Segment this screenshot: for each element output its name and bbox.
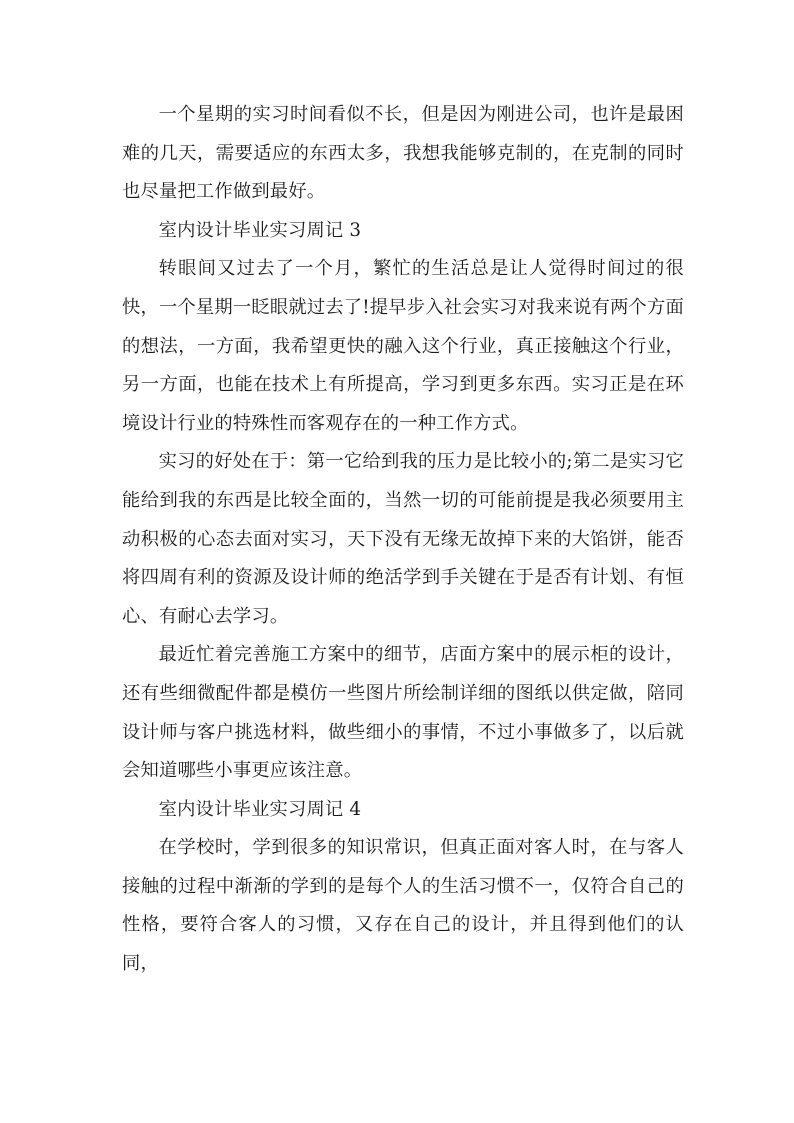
section-heading-week-3: 室内设计毕业实习周记 3 bbox=[158, 219, 362, 241]
paragraph-2: 转眼间又过去了一个月，繁忙的生活总是让人觉得时间过的很快，一个星期一眨眼就过去了!提早步入社会实习对我来说有两个方面的想法，一方面，我希望更快的融入这个行业，真正接触这个行业，另一方面，也能在技术上有所提高，学习到更多东西。实习正是在环境设计行业的特殊性而客观存在的一种工作方式。 bbox=[122, 258, 684, 434]
paragraph-1: 一个星期的实习时间看似不长，但是因为刚进公司，也许是最困难的几天，需要适应的东西太多，我想我能够克制的，在克制的同时也尽量把工作做到最好。 bbox=[122, 104, 684, 203]
document-page bbox=[122, 96, 684, 984]
paragraph-4: 最近忙着完善施工方案中的细节，店面方案中的展示柜的设计，还有些细微配件都是模仿一些图片所绘制详细的图纸以供定做，陪同设计师与客户挑选材料，做些细小的事情，不过小事做多了，以后就会知道哪些小事更应该注意。 bbox=[122, 644, 684, 782]
section-heading-week-4: 室内设计毕业实习周记 4 bbox=[158, 798, 362, 820]
paragraph-3: 实习的好处在于：第一它给到我的压力是比较小的;第二是实习它能给到我的东西是比较全面的，当然一切的可能前提是我必须要用主动积极的心态去面对实习，天下没有无缘无故掉下来的大馅饼，能否将四周有利的资源及设计师的绝活学到手关键在于是否有计划、有恒心、有耐心去学习。 bbox=[122, 451, 684, 627]
paragraph-5: 在学校时，学到很多的知识常识，但真正面对客人时，在与客人接触的过程中渐渐的学到的是每个人的生活习惯不一，仅符合自己的性格，要符合客人的习惯，又存在自己的设计，并且得到他们的认同， bbox=[122, 837, 684, 975]
